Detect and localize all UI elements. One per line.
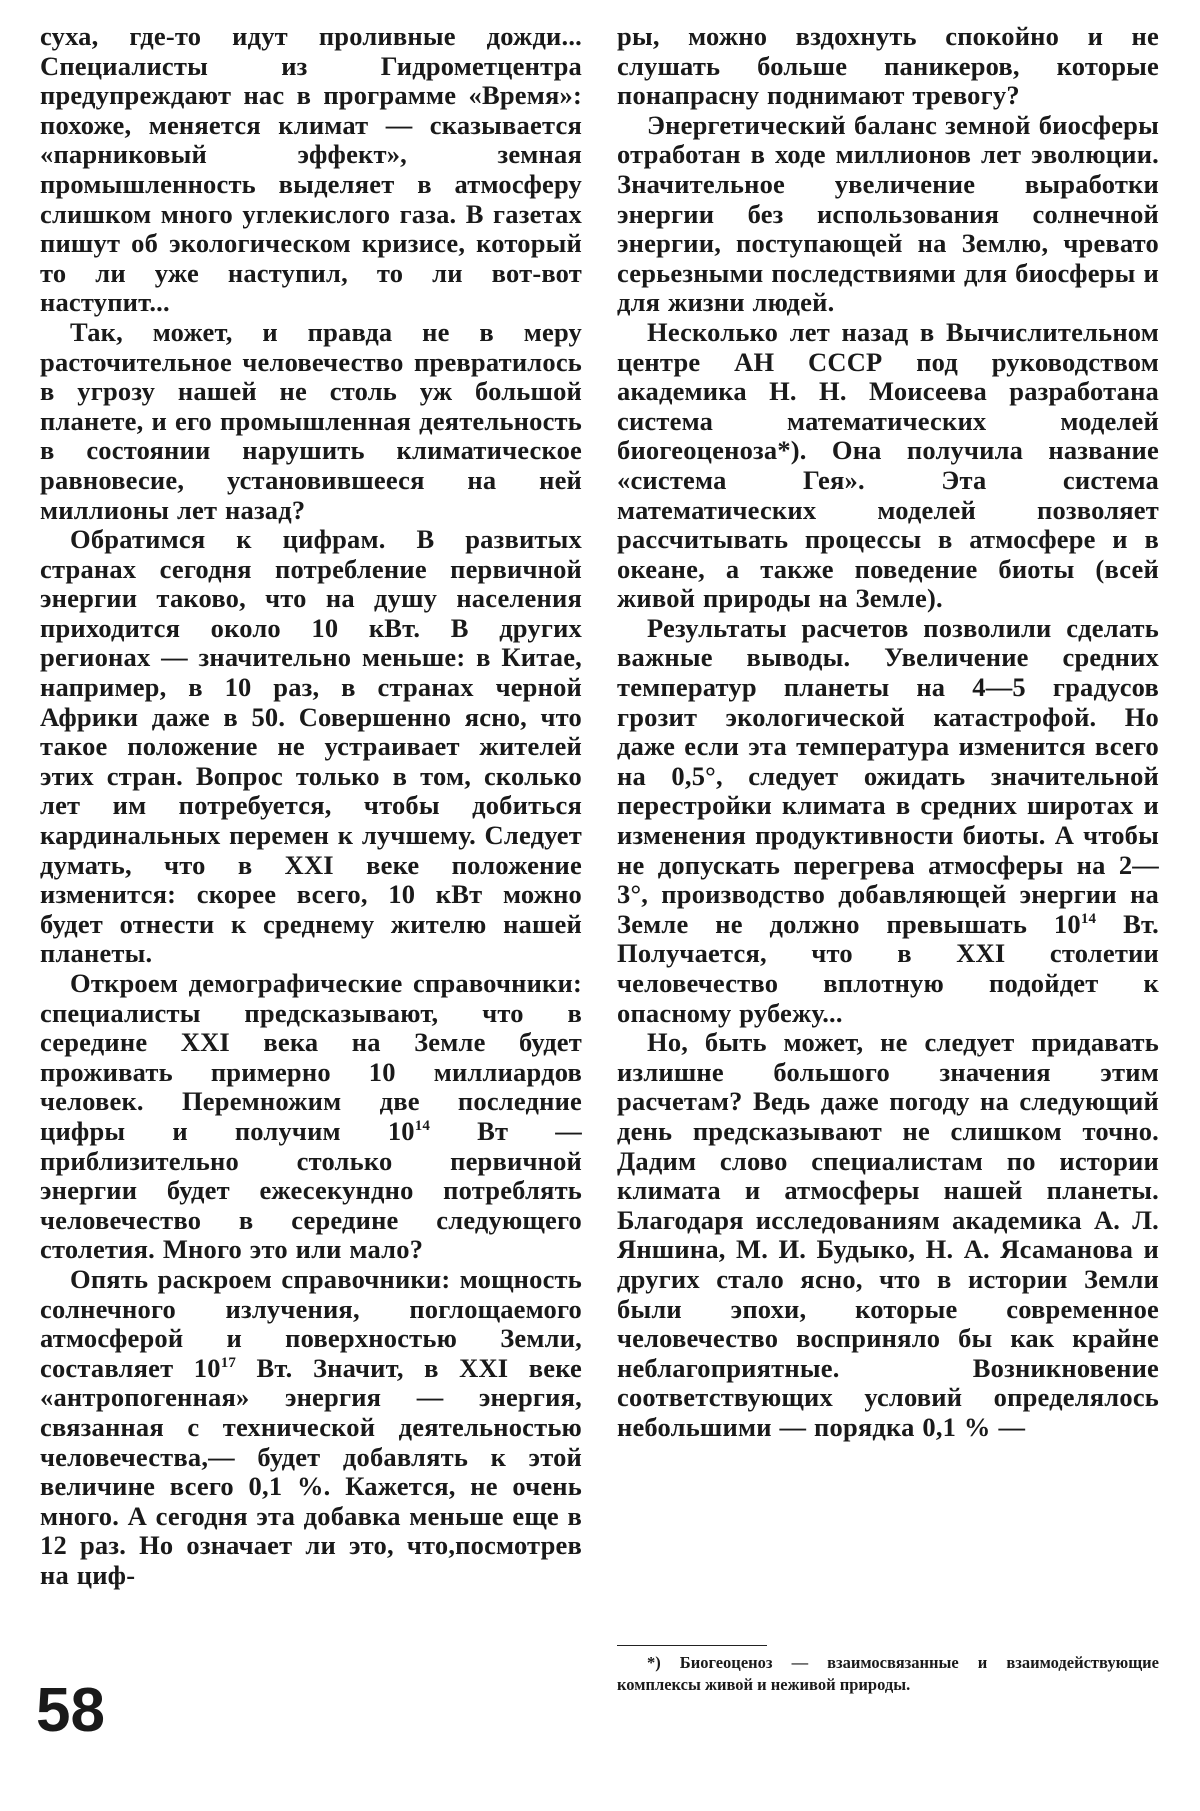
paragraph-right-1: ры, можно вздохнуть спокойно и не слушать больше паникеров, которые понапрасну поднимают тревогу? bbox=[617, 21, 1159, 111]
paragraph-right-3: Несколько лет назад в Вычислительном центре АН СССР под руководством академика Н. Н. Моисеева разработана система математических моделей биогеоценоза*). Она получила название «система Гея». Эта система математических моделей позволяет рассчитывать процессы в атмосфере и в океане, а также поведение биоты (всей живой природы на Земле). bbox=[617, 316, 1159, 614]
paragraph-left-2: Так, может, и правда не в меру расточительное человечество превратилось в угрозу нашей не столь уж большой планете, и его промышленная деятельность в состоянии нарушить климатическое равновесие, установившееся на ней миллионы лет назад? bbox=[40, 316, 582, 525]
paragraph-left-1: суха, где-то идут проливные дожди... Специалисты из Гидрометцентра предупреждают нас в программе «Время»: похоже, меняется климат — сказывается «парниковый эффект», земная промышленность выделяет в атмосферу слишком много углекислого газа. В газетах пишут об экологическом кризисе, который то ли уже наступил, то ли вот-вот наступит... bbox=[40, 21, 582, 318]
paragraph-left-3: Обратимся к цифрам. В развитых странах сегодня потребление первичной энергии таково, что на душу населения приходится около 10 кВт. В других регионах — значительно меньше: в Китае, например, в 10 раз, в странах черной Африки даже в 50. Совершенно ясно, что такое положение не устраивает жителей этих стран. Вопрос только в том, сколько лет им потребуется, чтобы добиться кардинальных перемен к лучшему. Следует думать, что в XXI веке положение изменится: скорее всего, 10 кВт можно будет отнести к среднему жителю нашей планеты. bbox=[40, 524, 582, 969]
paragraph-right-5: Но, быть может, не следует придавать излишне большого значения этим расчетам? Ведь даже погоду на следующий день предсказывают не слишком точно. Дадим слово специалистам по истории климата и атмосферы нашей планеты. Благодаря исследованиям академика А. Л. Яншина, М. И. Будыко, Н. А. Ясаманова и других стало ясно, что в истории Земли были эпохи, которые современное человечество восприняло бы как крайне неблагоприятные. Возникновение соответствующих условий определялось небольшими — порядка 0,1 % — bbox=[617, 1027, 1159, 1442]
paragraph-left-5 bbox=[40, 1265, 582, 1591]
page-number: 58 bbox=[36, 1676, 105, 1745]
right-text-column bbox=[617, 22, 1159, 1443]
paragraph-right-2: Энергетический баланс земной биосферы отработан в ходе миллионов лет эволюции. Значительное увеличение выработки энергии без использования солнечной энергии, поступающей на Землю, чревато серьезными последствиями для биосферы и для жизни людей. bbox=[617, 109, 1159, 318]
paragraph-left-4 bbox=[40, 969, 582, 1265]
exponent: 17 bbox=[220, 1354, 237, 1371]
paragraph-left-4-part-a: Откроем демографические справочники: специалисты предсказывают, что в середине XXI века на Земле будет проживать примерно 10 миллиардов человек. Перемножим две последние цифры и получим 10 bbox=[40, 968, 582, 1146]
footnote-divider bbox=[617, 1645, 767, 1646]
paragraph-right-4-part-b: Вт. Получается, что в XXI столетии человечество вплотную подойдет к опасному рубежу... bbox=[617, 908, 1159, 1028]
paragraph-right-4 bbox=[617, 614, 1159, 1028]
left-text-column bbox=[40, 22, 582, 1590]
paragraph-left-5-part-b: Вт. Значит, в XXI веке «антропогенная» энергия — энергия, связанная с технической деятельностью человечества,— будет добавлять к этой величине всего 0,1 %. Кажется, не очень много. А сегодня эта добавка меньше еще в 12 раз. Но означает ли это, что,посмотрев на циф- bbox=[40, 1352, 582, 1590]
paragraph-left-5-part-a: Опять раскроем справочники: мощность солнечного излучения, поглощаемого атмосферой и поверхностью Земли, составляет 10 bbox=[40, 1263, 582, 1383]
footnote bbox=[617, 1645, 1159, 1696]
paragraph-right-4-part-a: Результаты расчетов позволили сделать важные выводы. Увеличение средних температур планеты на 4—5 градусов грозит экологической катастрофой. Но даже если эта температура изменится всего на 0,5°, следует ожидать значительной перестройки климата в средних широтах и изменения продуктивности биоты. А чтобы не допускать перегрева атмосферы на 2—3°, производство добавляющей энергии на Земле не должно превышать 10 bbox=[617, 612, 1159, 939]
paragraph-left-4-part-b: Вт — приблизительно столько первичной энергии будет ежесекундно потреблять человечество в середине следующего столетия. Много это или мало? bbox=[40, 1115, 582, 1265]
exponent: 14 bbox=[1080, 910, 1097, 927]
footnote-text: *) Биогеоценоз — взаимосвязанные и взаимодействующие комплексы живой и неживой природы. bbox=[617, 1653, 1159, 1694]
exponent: 14 bbox=[414, 1118, 431, 1135]
